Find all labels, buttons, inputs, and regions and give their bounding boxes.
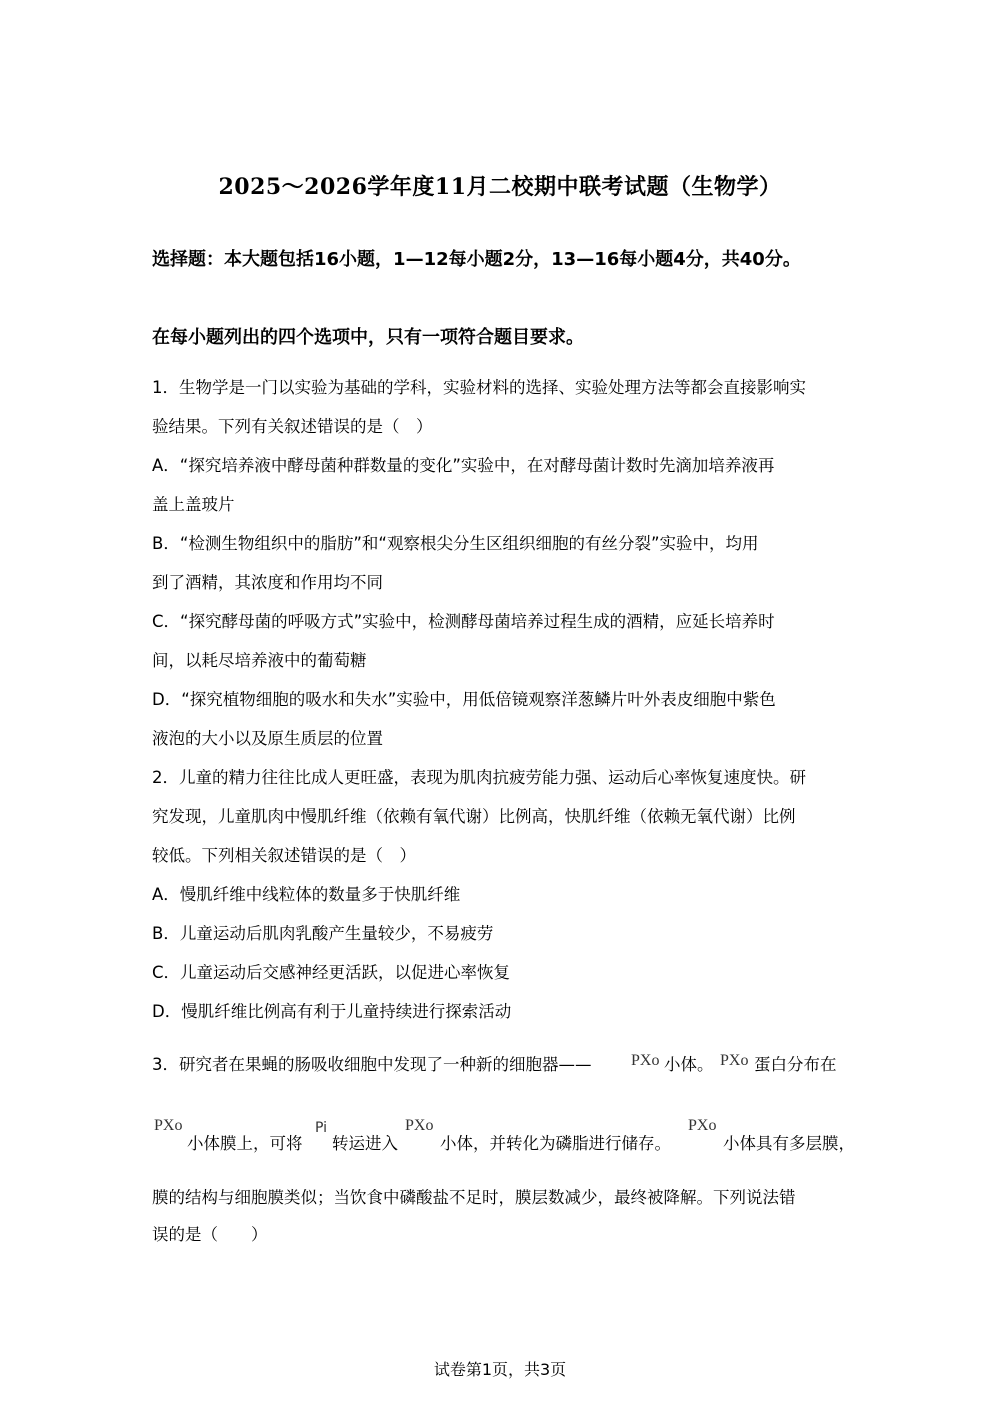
q3-stem-line-2b: 转运进入 [332,1134,398,1153]
q3-stem-line-1c: 蛋白分布在 [754,1055,837,1074]
q3-formula-pxo: PXo [720,1052,749,1069]
q3-stem-line-2a: 小体膜上，可将 [187,1134,303,1153]
q2-stem-line-1: 2．儿童的精力往往比成人更旺盛，表现为肌肉抗疲劳能力强、运动后心率恢复速度快。研 [152,768,806,787]
q3-formula-pi: Pi [315,1120,328,1136]
q2-option-c: C．儿童运动后交感神经更活跃，以促进心率恢复 [152,963,511,982]
q3-stem-line-2d: 小体具有多层膜， [723,1134,855,1153]
q2-stem-line-2: 究发现，儿童肌肉中慢肌纤维（依赖有氧代谢）比例高，快肌纤维（依赖无氧代谢）比例 [152,807,796,826]
q1-option-c-line-2: 间，以耗尽培养液中的葡萄糖 [152,651,367,670]
q1-option-c-line-1: C．“探究酵母菌的呼吸方式”实验中，检测酵母菌培养过程生成的酒精，应延长培养时 [152,612,775,631]
q2-option-b: B．儿童运动后肌肉乳酸产生量较少，不易疲劳 [152,924,494,943]
q1-option-d-line-2: 液泡的大小以及原生质层的位置 [152,729,383,748]
q1-option-a-line-1: A．“探究培养液中酵母菌种群数量的变化”实验中，在对酵母菌计数时先滴加培养液再 [152,456,775,475]
q3-formula-pxo: PXo [688,1117,717,1134]
q2-option-d: D．慢肌纤维比例高有利于儿童持续进行探索活动 [152,1002,512,1021]
section-instruction: 在每小题列出的四个选项中，只有一项符合题目要求。 [152,327,584,348]
q3-stem-line-1b: 小体。 [664,1055,714,1074]
q1-option-d-line-1: D．“探究植物细胞的吸水和失水”实验中，用低倍镜观察洋葱鳞片叶外表皮细胞中紫色 [152,690,776,709]
q3-formula-pxo: PXo [154,1117,183,1134]
q3-formula-pxo: PXo [631,1052,660,1069]
q3-stem-line-3: 膜的结构与细胞膜类似；当饮食中磷酸盐不足时，膜层数减少，最终被降解。下列说法错 [152,1188,796,1207]
q1-option-b-line-1: B．“检测生物组织中的脂肪”和“观察根尖分生区组织细胞的有丝分裂”实验中，均用 [152,534,759,553]
page-footer: 试卷第1页，共3页 [433,1360,567,1379]
q3-formula-pxo: PXo [405,1117,434,1134]
q3-stem-line-1a: 3．研究者在果蝇的肠吸收细胞中发现了一种新的细胞器—— [152,1055,592,1074]
q1-stem-line-2: 验结果。下列有关叙述错误的是（ ） [152,417,433,436]
q3-stem-line-2c: 小体，并转化为磷脂进行储存。 [440,1134,671,1153]
q1-option-a-line-2: 盖上盖玻片 [152,495,235,514]
q2-stem-line-3: 较低。下列相关叙述错误的是（ ） [152,846,416,865]
page-title: 2025～2026学年度11月二校期中联考试题（生物学） [218,174,782,200]
q2-option-a: A．慢肌纤维中线粒体的数量多于快肌纤维 [152,885,461,904]
q1-option-b-line-2: 到了酒精，其浓度和作用均不同 [152,573,383,592]
section-heading: 选择题：本大题包括16小题，1—12每小题2分，13—16每小题4分，共40分。 [152,249,801,270]
q3-stem-line-4: 误的是（ ） [152,1225,268,1244]
q1-stem-line-1: 1．生物学是一门以实验为基础的学科，实验材料的选择、实验处理方法等都会直接影响实 [152,378,806,397]
